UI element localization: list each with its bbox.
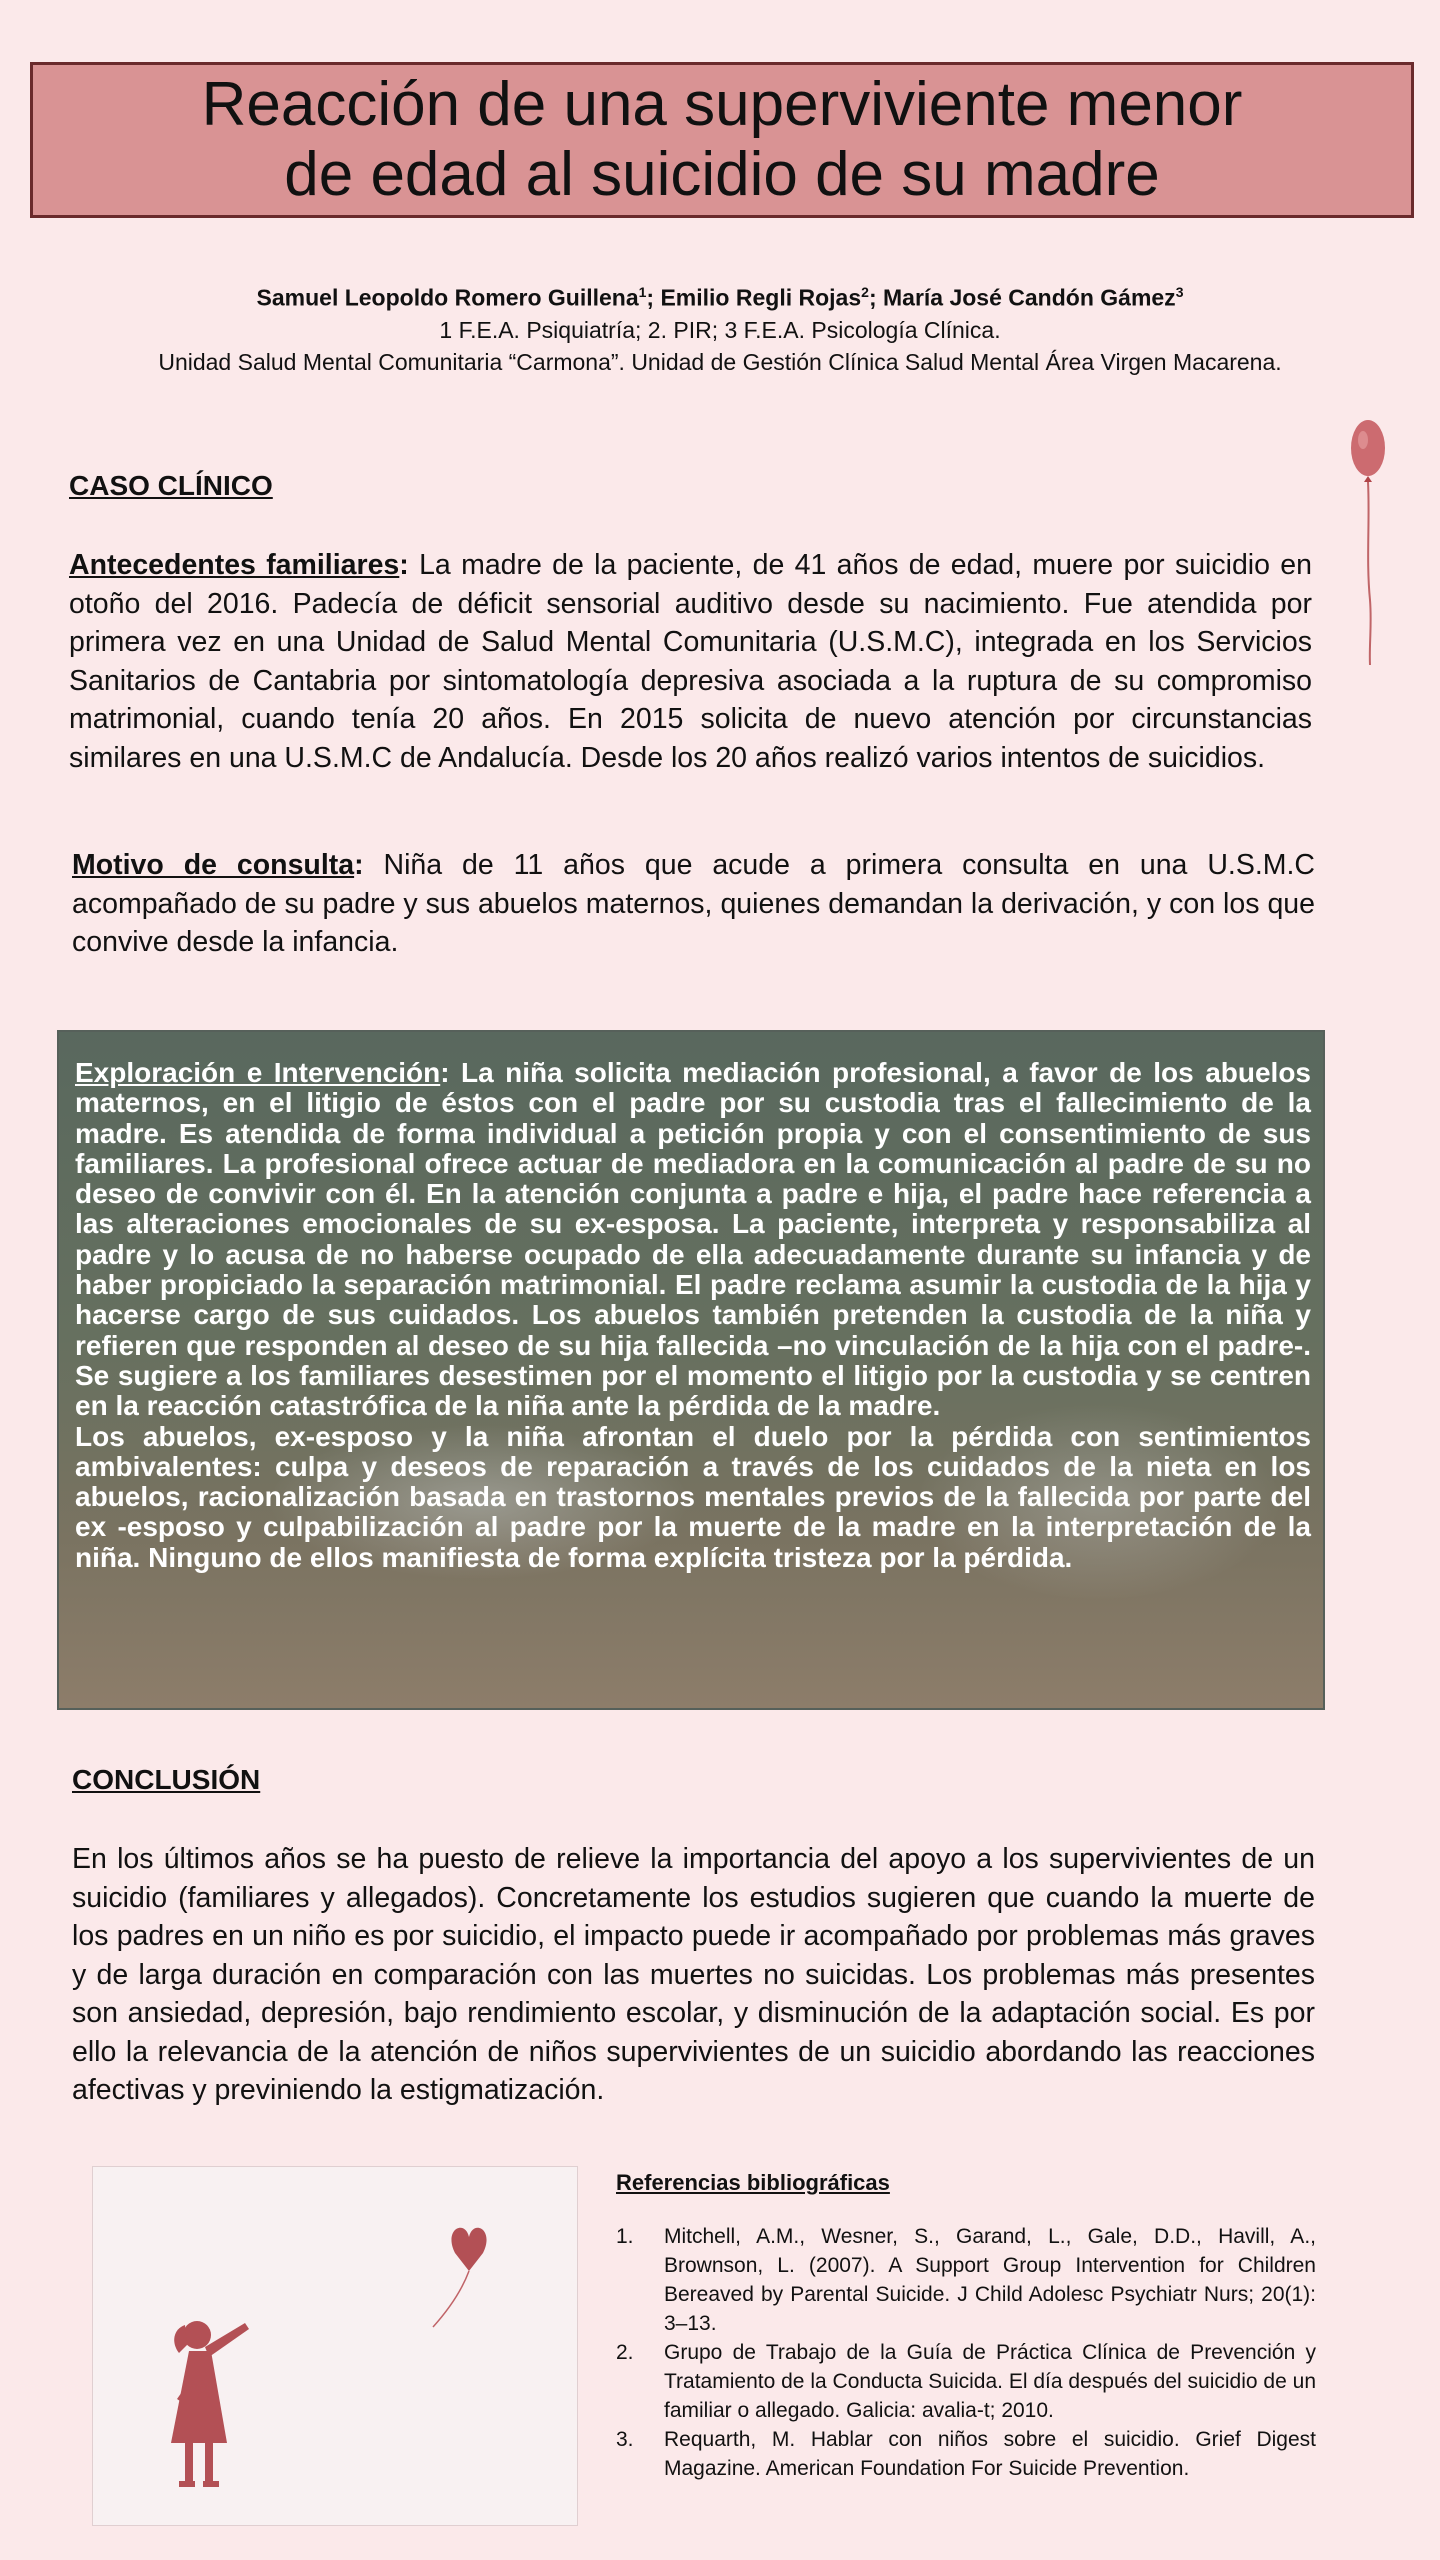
antecedentes-colon: :: [399, 549, 409, 581]
author-2-sup: 2: [861, 284, 869, 300]
antecedentes-paragraph: [69, 546, 1312, 777]
affiliation-unit: Unidad Salud Mental Comunitaria “Carmona”. Unidad de Gestión Clínica Salud Mental Área Virgen Macarena.: [158, 348, 1282, 375]
author-names: [0, 276, 1440, 314]
conclusion-heading: CONCLUSIÓN: [72, 1764, 261, 1795]
reference-number: 3.: [616, 2428, 634, 2451]
affiliation-roles: 1 F.E.A. Psiquiatría; 2. PIR; 3 F.E.A. Psicología Clínica.: [439, 316, 1001, 343]
reference-text: Requarth, M. Hablar con niños sobre el suicidio. Grief Digest Magazine. American Foundation For Suicide Prevention.: [664, 2428, 1316, 2480]
motivo-paragraph: [72, 846, 1315, 962]
girl-illustration: [93, 2167, 577, 2525]
references-list: [616, 2222, 1316, 2483]
motivo-colon: :: [354, 849, 364, 881]
reference-item: [616, 2222, 1316, 2338]
title-line-2: de edad al suicidio de su madre: [284, 140, 1160, 209]
author-2: ; Emilio Regli Rojas: [646, 284, 862, 311]
girl-with-balloon-image: [92, 2166, 578, 2526]
reference-text: Mitchell, A.M., Wesner, S., Garand, L., Gale, D.D., Havill, A., Brownson, L. (2007). A Support Group Intervention for Children Bereaved by Parental Suicide. J Child Adolesc Psychiatr Nurs; 20(1): 3–13.: [664, 2225, 1316, 2335]
motivo-text: Niña de 11 años que acude a primera consulta en una U.S.M.C acompañado de su padre y sus abuelos maternos, quienes demandan la derivación, y con los que convive desde la infancia.: [72, 849, 1315, 958]
title-banner: [30, 62, 1414, 218]
red-balloon-icon: [1340, 410, 1400, 670]
antecedentes-text: La madre de la paciente, de 41 años de edad, muere por suicidio en otoño del 2016. Padecía de déficit sensorial auditivo desde su nacimiento. Fue atendida por primera vez en una Unidad de Salud Mental Comunitaria (U.S.M.C), integrada en los Servicios Sanitarios de Cantabria por sintomatología depresiva asociada a la ruptura de su compromiso matrimonial, cuando tenía 20 años. En 2015 solicita de nuevo atención por circunstancias similares en una U.S.M.C de Andalucía. Desde los 20 años realizó varios intentos de suicidios.: [69, 549, 1312, 774]
reference-item: [616, 2338, 1316, 2425]
authors-block: [0, 276, 1440, 378]
exploracion-text-1: : La niña solicita mediación profesional, a favor de los abuelos maternos, en el litigio de éstos con el padre por su custodia tras el fallecimiento de la madre. Es atendida de forma individual a petición propia y con el consentimiento de sus familiares. La profesional ofrece actuar de mediadora en la comunicación al padre de su no deseo de convivir con él. En la atención conjunta a padre e hija, el padre hace referencia a las alteraciones emocionales de su ex-esposa. La paciente, interpreta y responsabiliza al padre y lo acusa de no haberse ocupado de ella adecuadamente durante su infancia y de haber propiciado la separación matrimonial. El padre reclama asumir la custodia de la hija y hacerse cargo de sus cuidados. Los abuelos también pretenden la custodia de la niña y refieren que responden al deseo de su hija fallecida –no vinculación de la hija con el padre-. Se sugiere a los familiares desestimen por el momento el litigio por la custodia y se centren en la reacción catastrófica de la niña ante la pérdida de la madre.: [75, 1057, 1312, 1422]
author-1-sup: 1: [638, 284, 647, 300]
motivo-label: Motivo de consulta: [72, 849, 355, 881]
exploracion-panel: [57, 1030, 1325, 1710]
reference-number: 1.: [616, 2225, 634, 2248]
exploracion-text-block: [75, 1058, 1311, 1573]
reference-number: 2.: [616, 2341, 634, 2364]
author-3: ; María José Candón Gámez: [868, 284, 1176, 311]
references-heading: Referencias bibliográficas: [616, 2170, 890, 2195]
exploracion-paragraph-1: [75, 1058, 1311, 1422]
antecedentes-label: Antecedentes familiares: [69, 549, 400, 581]
title-line-1: Reacción de una superviviente menor: [201, 70, 1243, 139]
author-3-sup: 3: [1175, 284, 1184, 300]
reference-item: [616, 2425, 1316, 2483]
conclusion-paragraph: En los últimos años se ha puesto de relieve la importancia del apoyo a los supervivientes de un suicidio (familiares y allegados). Concretamente los estudios sugieren que cuando la muerte de los padres en un niño es por suicidio, el impacto puede ir acompañado por problemas más graves y de larga duración en comparación con las muertes no suicidas. Los problemas más presentes son ansiedad, depresión, bajo rendimiento escolar, y disminución de la adaptación social. Es por ello la relevancia de la atención de niños supervivientes de un suicidio abordando las reacciones afectivas y previniendo la estigmatización.: [72, 1843, 1315, 2106]
caso-clinico-heading: CASO CLÍNICO: [69, 470, 273, 501]
exploracion-paragraph-2: Los abuelos, ex-esposo y la niña afrontan el duelo por la pérdida con sentimientos ambivalentes: culpa y deseos de reparación a través de los cuidados de la nieta en los abuelos, racionalización basada en trastornos mentales previos de la fallecida por parte del ex -esposo y culpabilización al padre por la muerte de la madre en la interpretación de la niña. Ninguno de ellos manifiesta de forma explícita tristeza por la pérdida.: [75, 1420, 1311, 1573]
exploracion-label: Exploración e Intervención: [75, 1057, 441, 1088]
author-1: Samuel Leopoldo Romero Guillena: [256, 284, 639, 311]
reference-text: Grupo de Trabajo de la Guía de Práctica Clínica de Prevención y Tratamiento de la Conducta Suicida. El día después del suicidio de un familiar o allegado. Galicia: avalia-t; 2010.: [664, 2341, 1316, 2422]
